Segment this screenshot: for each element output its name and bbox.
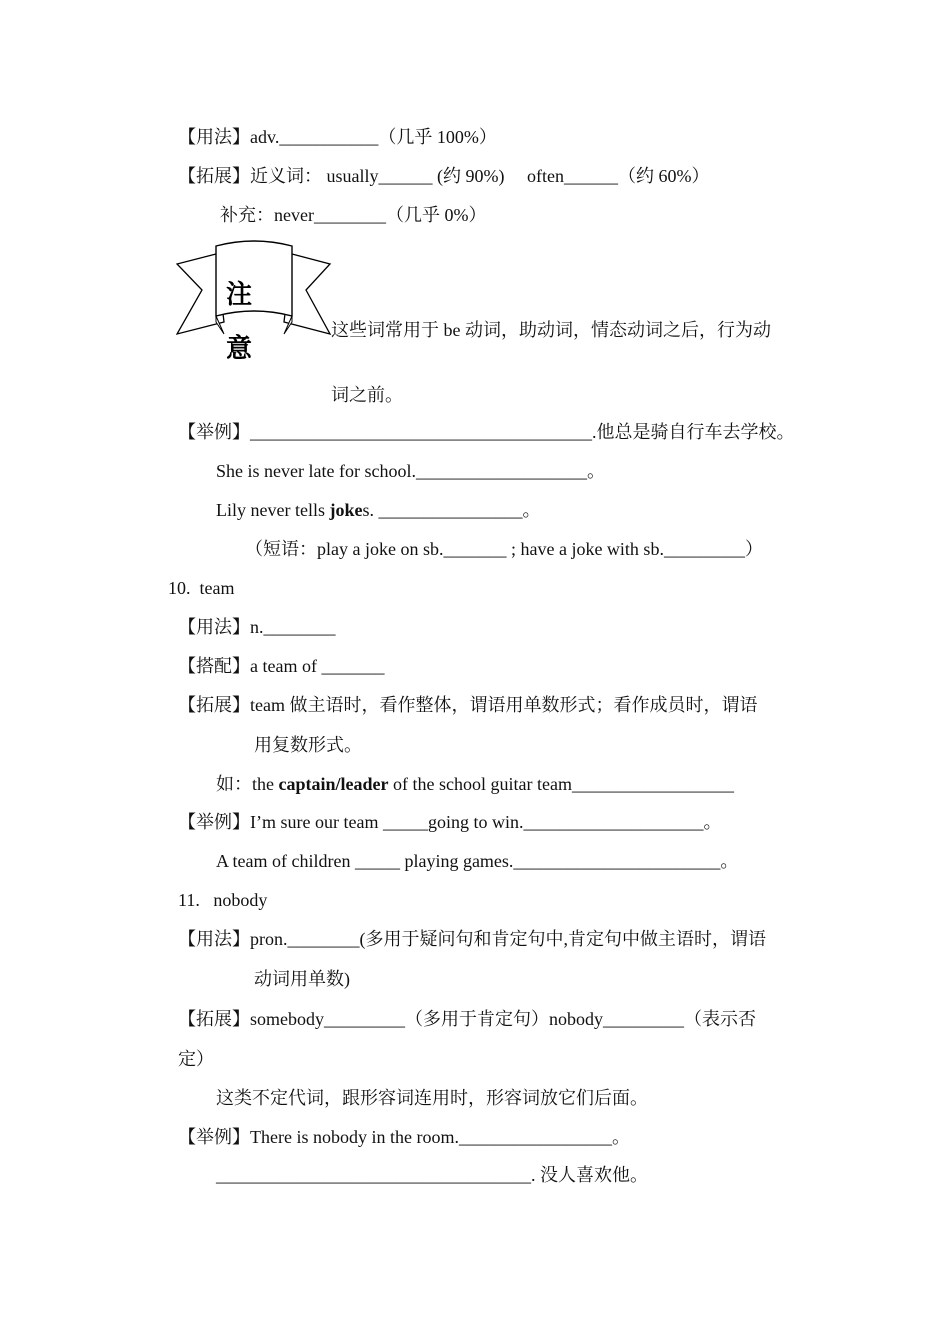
- note-text-line-1: 这些词常用于 be 动词，助动词，情态动词之后，行为动: [331, 320, 771, 340]
- team-example-line-1: 【举例】I’m sure our team _____going to win.____________________。: [178, 812, 722, 832]
- section-heading-11: 11. nobody: [178, 890, 268, 910]
- team-usage-line: 【用法】n.________: [178, 617, 336, 637]
- team-expand-line-2: 用复数形式。: [254, 735, 362, 755]
- nobody-expand-line-2: 定）: [178, 1049, 214, 1069]
- example-line-2: She is never late for school.___________________。: [216, 461, 605, 481]
- team-collocation-line: 【搭配】a team of _______: [178, 656, 385, 676]
- nobody-note-line: 这类不定代词，跟形容词连用时，形容词放它们后面。: [216, 1088, 648, 1108]
- nobody-usage-line-1: 【用法】pron.________(多用于疑问句和肯定句中,肯定句中做主语时，谓语: [178, 929, 766, 949]
- note-text-line-2: 词之前。: [331, 385, 403, 405]
- team-intro-pre: 如：the: [216, 774, 279, 794]
- example-3-post: s. ________________。: [362, 500, 541, 520]
- team-example-line-2: A team of children _____ playing games._______________________。: [216, 851, 739, 871]
- note-char-2: 意: [226, 334, 253, 364]
- supplement-never-line: 补充：never________（几乎 0%）: [220, 205, 487, 225]
- example-3-pre: Lily never tells: [216, 500, 330, 520]
- example-3-bold: joke: [329, 500, 363, 520]
- team-expand-line-1: 【拓展】team 做主语时，看作整体，谓语用单数形式；看作成员时，谓语: [178, 695, 758, 715]
- example-line-3: [216, 499, 540, 521]
- team-intro-bold: captain/leader: [278, 774, 389, 794]
- note-char-1: 注: [226, 280, 253, 310]
- nobody-usage-line-2: 动词用单数): [254, 969, 350, 989]
- team-intro-post: of the school guitar team__________________: [388, 774, 734, 794]
- nobody-example-line-1: 【举例】There is nobody in the room._________________。: [178, 1127, 630, 1147]
- example-line-1: 【举例】______________________________________.他总是骑自行车去学校。: [178, 422, 795, 442]
- note-banner-ribbon: [176, 238, 332, 362]
- team-example-intro: [216, 773, 734, 795]
- nobody-expand-line-1: 【拓展】somebody_________（多用于肯定句）nobody_________（表示否: [178, 1009, 756, 1029]
- usage-adv-line: 【用法】adv.___________（几乎 100%）: [178, 127, 497, 147]
- section-heading-10: 10. team: [168, 578, 235, 598]
- phrase-joke-line: （短语：play a joke on sb._______ ; have a joke with sb._________）: [245, 539, 763, 559]
- expand-synonyms-line: 【拓展】近义词： usually______ (约 90%) often______（约 60%）: [178, 166, 710, 186]
- nobody-example-line-2: ___________________________________. 没人喜欢他。: [216, 1165, 648, 1185]
- ribbon-icon: [176, 238, 332, 362]
